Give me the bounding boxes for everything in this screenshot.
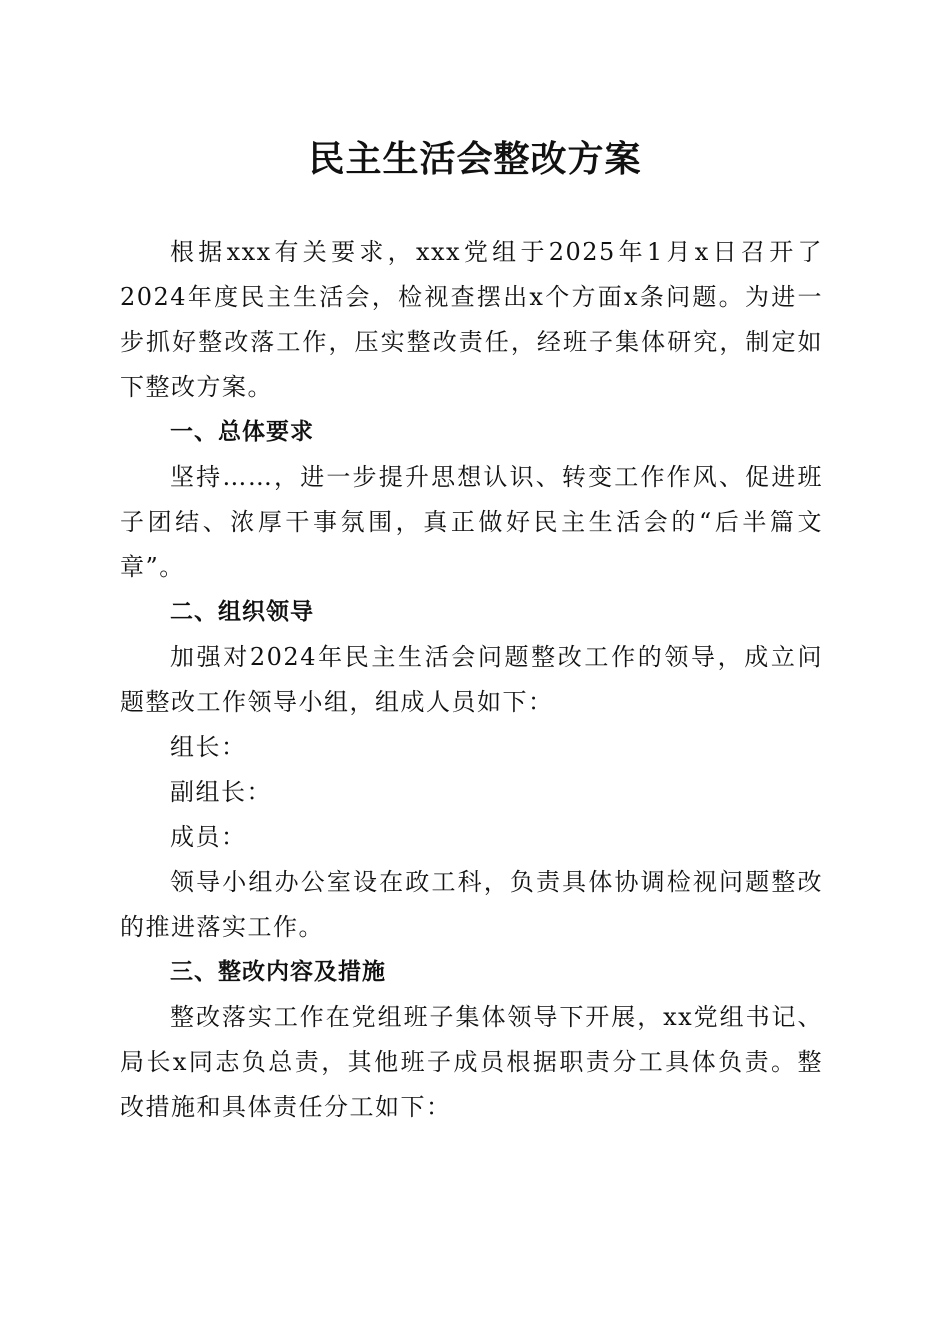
overall-requirements-paragraph: 坚持……，进一步提升思想认识、转变工作作风、促进班子团结、浓厚干事氛围，真正做好民主生活会的“后半篇文章”。	[120, 463, 823, 581]
organization-paragraph: 加强对2024年民主生活会问题整改工作的领导，成立问题整改工作领导小组，组成人员如下：	[120, 643, 823, 716]
document-body	[120, 230, 823, 1130]
section-heading-organization: 二、组织领导	[170, 599, 314, 625]
members-line: 成员：	[170, 823, 247, 851]
section-heading-rectification-measures: 三、整改内容及措施	[170, 959, 386, 985]
rectification-measures-paragraph: 整改落实工作在党组班子集体领导下开展，xx党组书记、局长x同志负总责，其他班子成员根据职责分工具体负责。整改措施和具体责任分工如下：	[120, 1003, 823, 1121]
leader-line: 组长：	[170, 733, 247, 761]
section-heading-overall-requirements: 一、总体要求	[170, 419, 314, 445]
intro-paragraph: 根据xxx有关要求，xxx党组于2025年1月x日召开了2024年度民主生活会，检视查摆出x个方面x条问题。为进一步抓好整改落工作，压实整改责任，经班子集体研究，制定如下整改方案。	[120, 238, 823, 401]
document-title: 民主生活会整改方案	[308, 138, 642, 180]
office-paragraph: 领导小组办公室设在政工科，负责具体协调检视问题整改的推进落实工作。	[120, 868, 823, 941]
deputy-leader-line: 副组长：	[170, 778, 272, 806]
